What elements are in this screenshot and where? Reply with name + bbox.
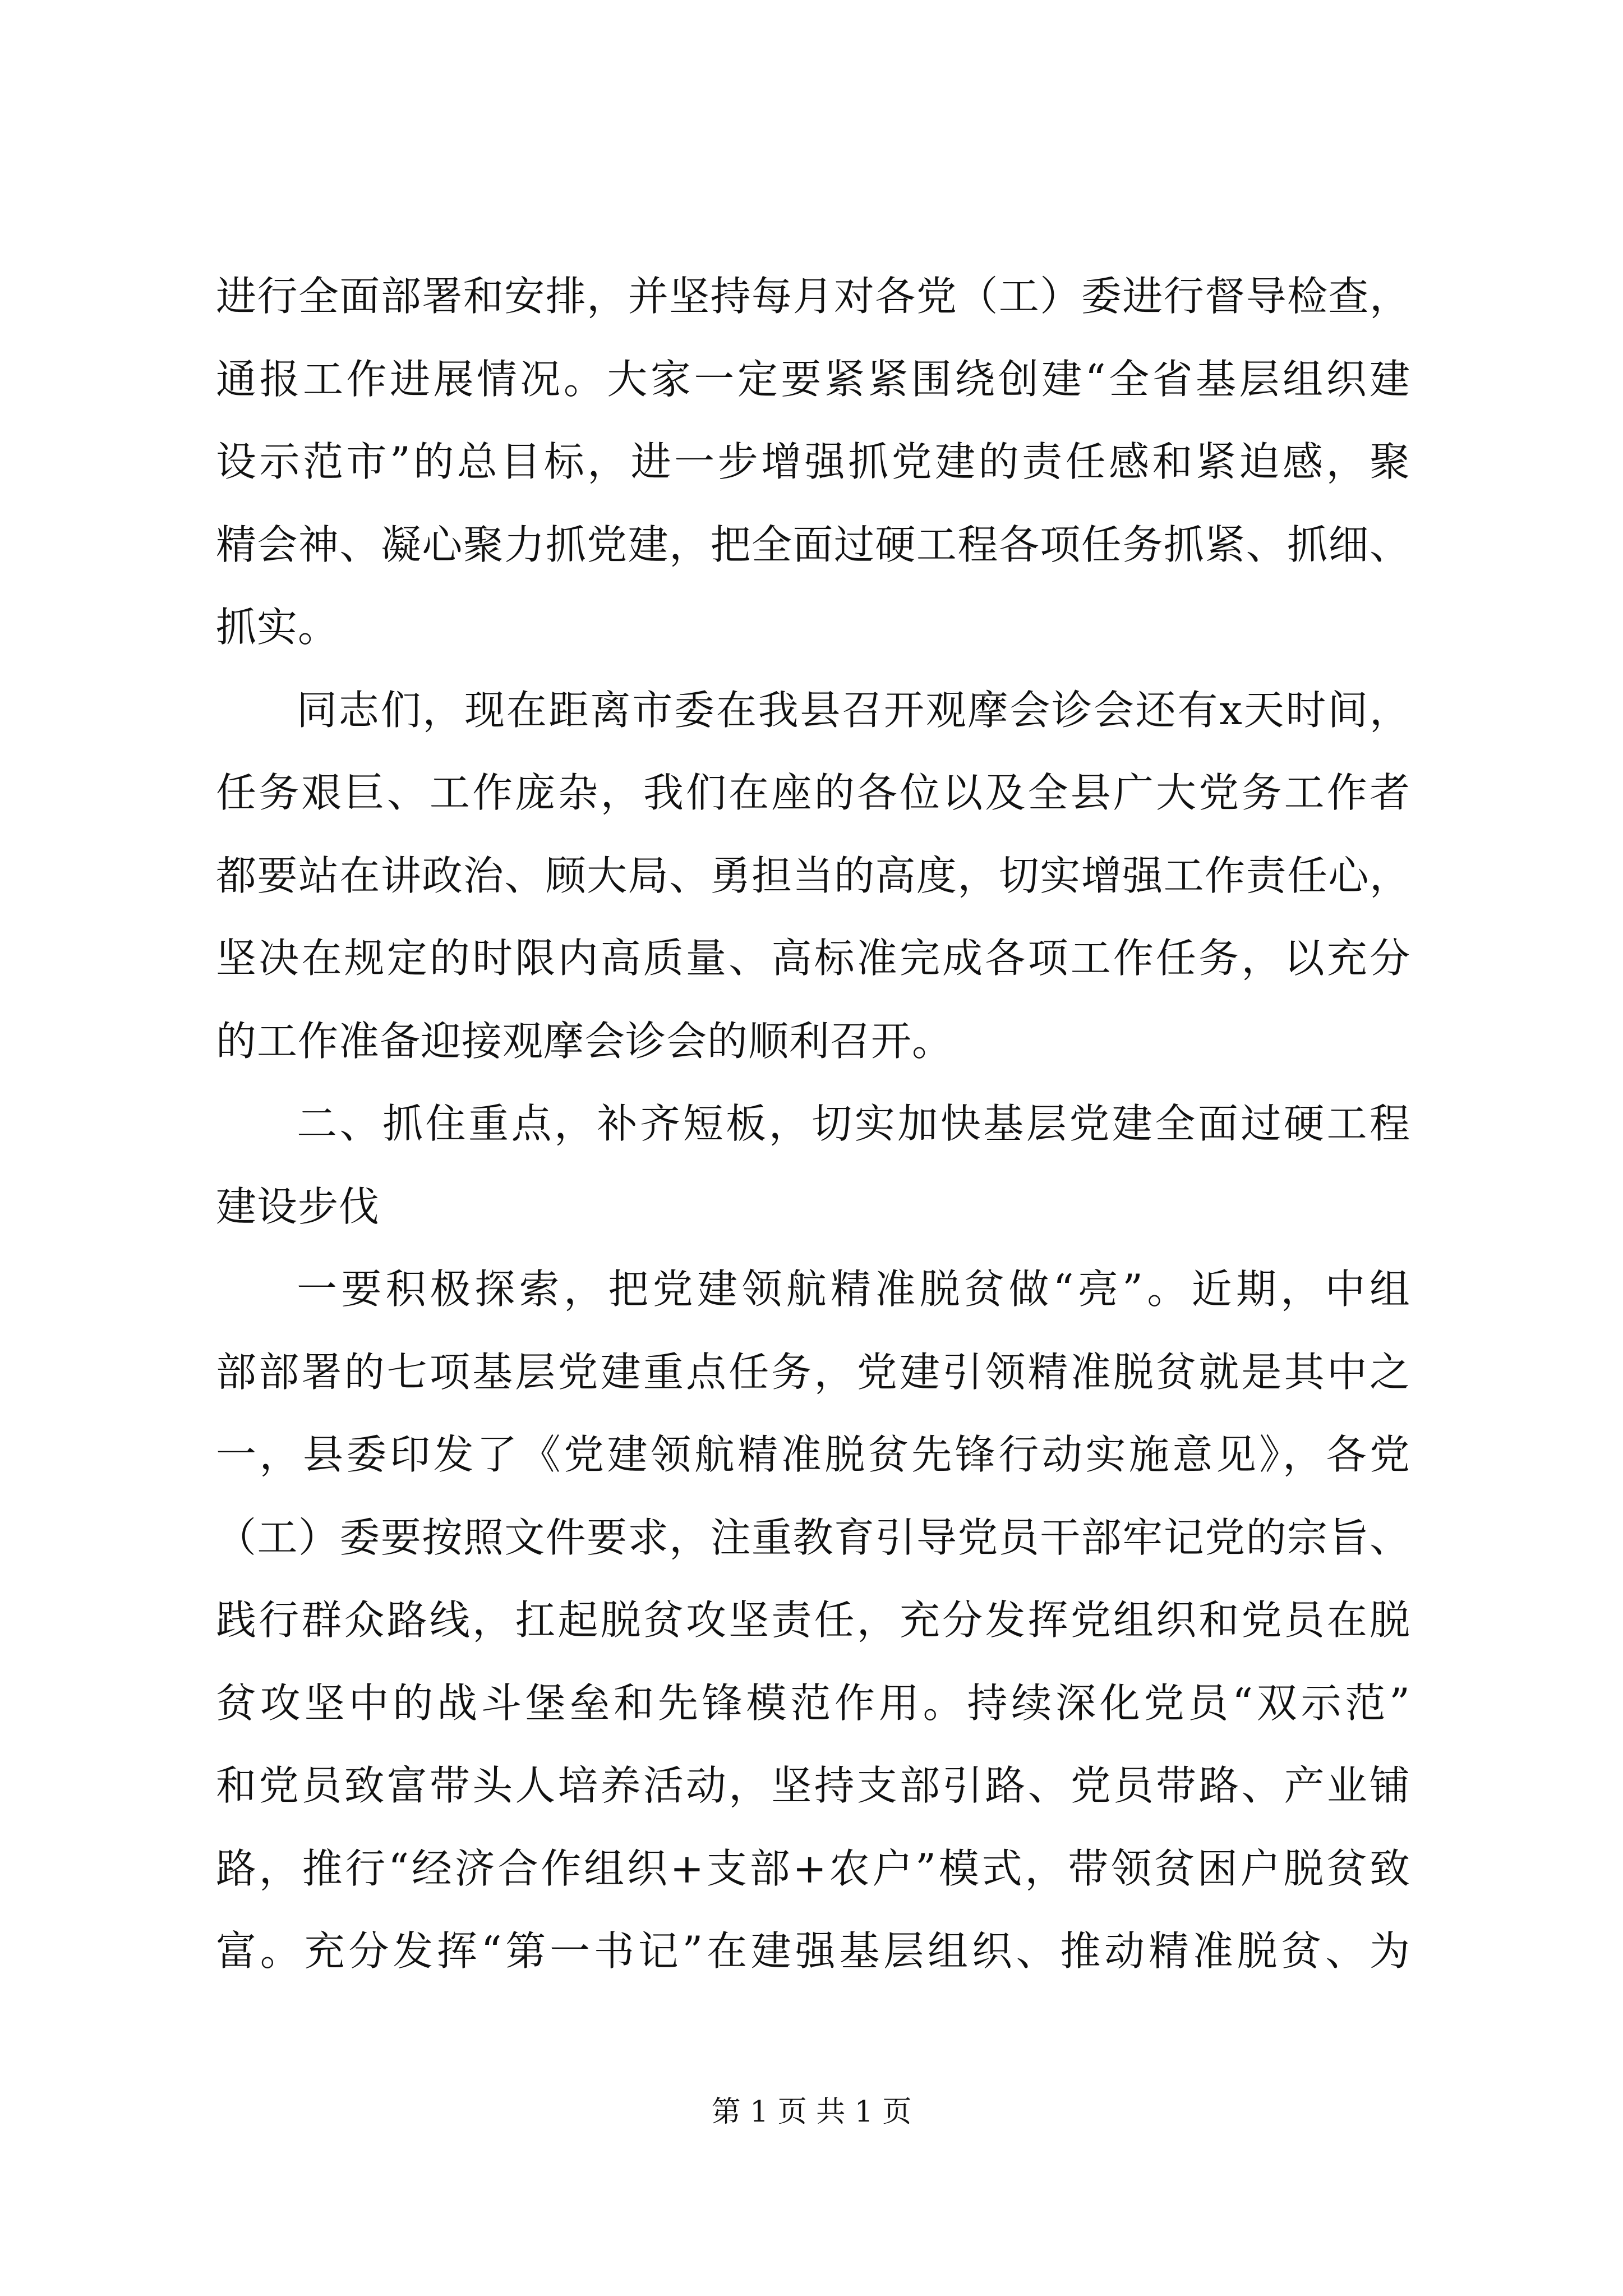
- text-line: （工）委要按照文件要求，注重教育引导党员干部牢记党的宗旨、: [216, 1513, 1410, 1561]
- section-heading-line: 二、抓住重点，补齐短板，切实加快基层党建全面过硬工程: [297, 1100, 1410, 1147]
- body-text: [216, 255, 1410, 1993]
- text-line: 坚决在规定的时限内高质量、高标准完成各项工作任务，以充分: [216, 935, 1410, 982]
- text-line: 精会神、凝心聚力抓党建，把全面过硬工程各项任务抓紧、抓细、: [216, 521, 1410, 568]
- text-line: 和党员致富带头人培养活动，坚持支部引路、党员带路、产业铺: [216, 1762, 1410, 1809]
- text-line: 都要站在讲政治、顾大局、勇担当的高度，切实增强工作责任心，: [216, 852, 1410, 899]
- text-line: 部部署的七项基层党建重点任务，党建引领精准脱贫就是其中之: [216, 1348, 1410, 1396]
- section-heading-line: 建设步伐: [216, 1182, 380, 1230]
- text-line: 抓实。: [216, 604, 339, 651]
- text-line: 一，县委印发了《党建领航精准脱贫先锋行动实施意见》，各党: [216, 1431, 1410, 1478]
- text-line: 践行群众路线，扛起脱贫攻坚责任，充分发挥党组织和党员在脱: [216, 1596, 1410, 1644]
- text-line: 任务艰巨、工作庞杂，我们在座的各位以及全县广大党务工作者: [216, 769, 1410, 816]
- text-line: 进行全面部署和安排，并坚持每月对各党（工）委进行督导检查，: [216, 273, 1410, 320]
- text-line: 路，推行“经济合作组织+支部+农户”模式，带领贫困户脱贫致: [216, 1844, 1410, 1892]
- text-line: 贫攻坚中的战斗堡垒和先锋模范作用。持续深化党员“双示范”: [216, 1679, 1410, 1727]
- text-line: 一要积极探索，把党建领航精准脱贫做“亮”。近期，中组: [297, 1266, 1410, 1313]
- text-line: 同志们，现在距离市委在我县召开观摩会诊会还有x天时间，: [297, 686, 1410, 734]
- text-line: 富。充分发挥“第一书记”在建强基层组织、推动精准脱贫、为: [216, 1927, 1410, 1975]
- text-line: 设示范市”的总目标，进一步增强抓党建的责任感和紧迫感，聚: [216, 438, 1410, 485]
- page-footer: 第 1 页 共 1 页: [711, 2095, 912, 2129]
- text-line: 通报工作进展情况。大家一定要紧紧围绕创建“全省基层组织建: [216, 355, 1410, 403]
- text-line: 的工作准备迎接观摩会诊会的顺利召开。: [216, 1017, 953, 1065]
